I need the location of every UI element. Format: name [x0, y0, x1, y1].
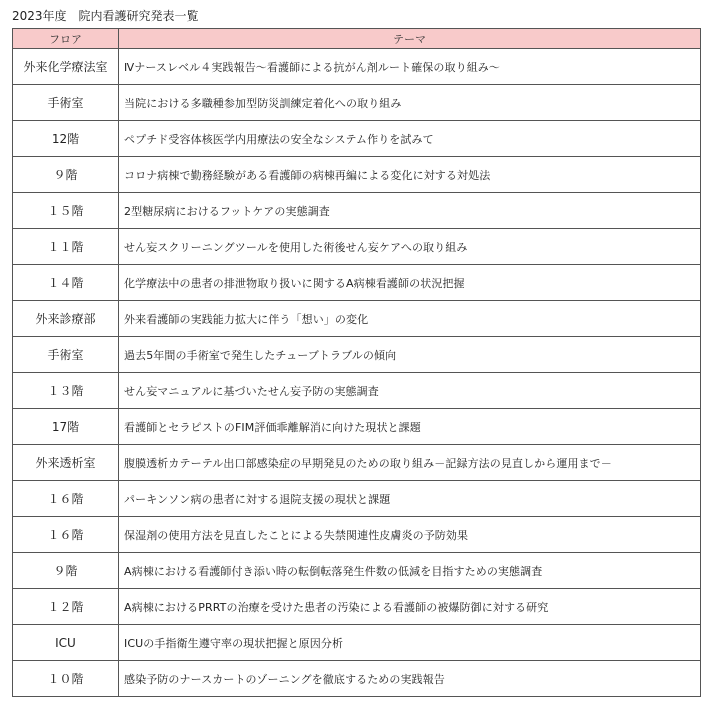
- theme-cell: 2型糖尿病におけるフットケアの実態調査: [119, 193, 701, 229]
- theme-cell: A病棟における看護師付き添い時の転倒転落発生件数の低減を目指すための実態調査: [119, 553, 701, 589]
- table-row: [13, 229, 701, 265]
- table-row: [13, 85, 701, 121]
- table-body: [13, 49, 701, 697]
- table-row: [13, 517, 701, 553]
- table-row: [13, 193, 701, 229]
- theme-cell: 保湿剤の使用方法を見直したことによる失禁関連性皮膚炎の予防効果: [119, 517, 701, 553]
- theme-cell: パーキンソン病の患者に対する退院支援の現状と課題: [119, 481, 701, 517]
- theme-cell: Ⅳナースレベル４実践報告～看護師による抗がん剤ルート確保の取り組み～: [119, 49, 701, 85]
- theme-cell: 当院における多職種参加型防災訓練定着化への取り組み: [119, 85, 701, 121]
- table-row: [13, 661, 701, 697]
- table-row: [13, 481, 701, 517]
- page-title: 2023年度 院内看護研究発表一覧: [12, 9, 199, 23]
- table-row: [13, 589, 701, 625]
- table-header-row: [13, 29, 701, 49]
- theme-cell: A病棟におけるPRRTの治療を受けた患者の汚染による看護師の被爆防御に対する研究: [119, 589, 701, 625]
- floor-cell: １６階: [13, 517, 119, 553]
- floor-column-header: フロア: [13, 29, 119, 49]
- theme-cell: ICUの手指衛生遵守率の現状把握と原因分析: [119, 625, 701, 661]
- floor-cell: １０階: [13, 661, 119, 697]
- theme-cell: ペプチド受容体核医学内用療法の安全なシステム作りを試みて: [119, 121, 701, 157]
- floor-cell: １５階: [13, 193, 119, 229]
- table-row: [13, 301, 701, 337]
- floor-cell: １１階: [13, 229, 119, 265]
- theme-cell: 過去5年間の手術室で発生したチューブトラブルの傾向: [119, 337, 701, 373]
- table-row: [13, 625, 701, 661]
- theme-cell: せん妄マニュアルに基づいたせん妄予防の実態調査: [119, 373, 701, 409]
- table-row: [13, 157, 701, 193]
- theme-cell: 感染予防のナースカートのゾーニングを徹底するための実践報告: [119, 661, 701, 697]
- floor-cell: 外来化学療法室: [13, 49, 119, 85]
- floor-cell: ９階: [13, 157, 119, 193]
- floor-cell: １６階: [13, 481, 119, 517]
- table-row: [13, 121, 701, 157]
- theme-column-header: テーマ: [119, 29, 701, 49]
- theme-cell: 腹膜透析カテーテル出口部感染症の早期発見のための取り組み－記録方法の見直しから運用まで－: [119, 445, 701, 481]
- floor-cell: １３階: [13, 373, 119, 409]
- research-presentation-table: [12, 28, 701, 697]
- table-row: [13, 49, 701, 85]
- theme-cell: 看護師とセラピストのFIM評価乖離解消に向けた現状と課題: [119, 409, 701, 445]
- floor-cell: 外来透析室: [13, 445, 119, 481]
- floor-cell: 17階: [13, 409, 119, 445]
- floor-cell: １２階: [13, 589, 119, 625]
- floor-cell: １４階: [13, 265, 119, 301]
- theme-cell: コロナ病棟で勤務経験がある看護師の病棟再編による変化に対する対処法: [119, 157, 701, 193]
- theme-cell: 外来看護師の実践能力拡大に伴う「想い」の変化: [119, 301, 701, 337]
- theme-cell: せん妄スクリーニングツールを使用した術後せん妄ケアへの取り組み: [119, 229, 701, 265]
- table-row: [13, 265, 701, 301]
- theme-cell: 化学療法中の患者の排泄物取り扱いに関するA病棟看護師の状況把握: [119, 265, 701, 301]
- table-row: [13, 337, 701, 373]
- floor-cell: 12階: [13, 121, 119, 157]
- floor-cell: 手術室: [13, 85, 119, 121]
- table-row: [13, 553, 701, 589]
- floor-cell: 外来診療部: [13, 301, 119, 337]
- table-row: [13, 373, 701, 409]
- floor-cell: ９階: [13, 553, 119, 589]
- floor-cell: ICU: [13, 625, 119, 661]
- table-row: [13, 445, 701, 481]
- floor-cell: 手術室: [13, 337, 119, 373]
- table-row: [13, 409, 701, 445]
